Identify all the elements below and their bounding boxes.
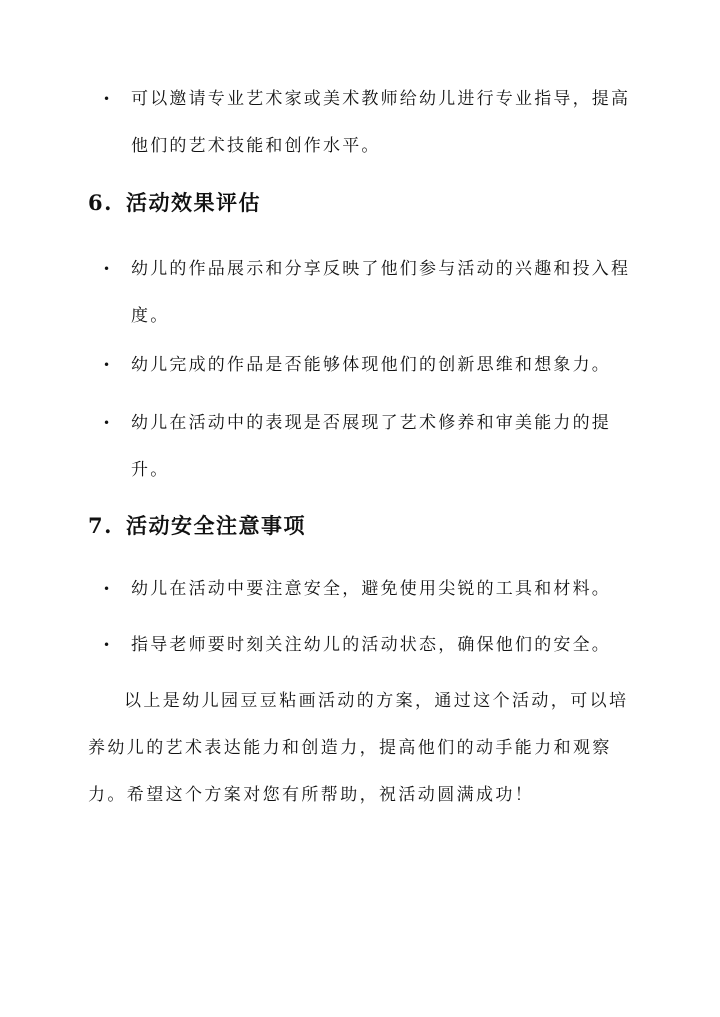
list-item [104, 400, 634, 494]
bullet-text: 幼儿完成的作品是否能够体现他们的创新思维和想象力。 [131, 355, 611, 375]
bullet-icon: • [103, 416, 113, 430]
section-title: 活动效果评估 [126, 190, 261, 215]
list-item [104, 566, 634, 613]
bullet-icon: • [103, 92, 113, 106]
list-item [104, 76, 634, 170]
section-heading-7 [88, 511, 306, 541]
bullet-text: 幼儿的作品展示和分享反映了他们参与活动的兴趣和投入程度。 [131, 259, 631, 326]
list-item [104, 622, 634, 669]
section-heading-6 [88, 188, 261, 218]
conclusion-paragraph: 以上是幼儿园豆豆粘画活动的方案，通过这个活动，可以培养幼儿的艺术表达能力和创造力，提高他们的动手能力和观察力。希望这个方案对您有所帮助，祝活动圆满成功！ [88, 691, 629, 805]
bullet-text: 指导老师要时刻关注幼儿的活动状态，确保他们的安全。 [131, 635, 611, 655]
bullet-icon: • [103, 358, 113, 372]
bullet-icon: • [103, 582, 113, 596]
bullet-icon: • [103, 262, 113, 276]
section-number: 6. [88, 190, 113, 215]
bullet-text: 幼儿在活动中要注意安全，避免使用尖锐的工具和材料。 [131, 579, 611, 599]
bullet-text: 幼儿在活动中的表现是否展现了艺术修养和审美能力的提升。 [131, 413, 611, 480]
bullet-icon: • [103, 638, 113, 652]
bullet-text: 可以邀请专业艺术家或美术教师给幼儿进行专业指导，提高他们的艺术技能和创作水平。 [131, 89, 631, 156]
list-item [104, 246, 634, 340]
section-number: 7. [88, 513, 113, 538]
list-item [104, 342, 634, 389]
section-title: 活动安全注意事项 [126, 513, 306, 538]
